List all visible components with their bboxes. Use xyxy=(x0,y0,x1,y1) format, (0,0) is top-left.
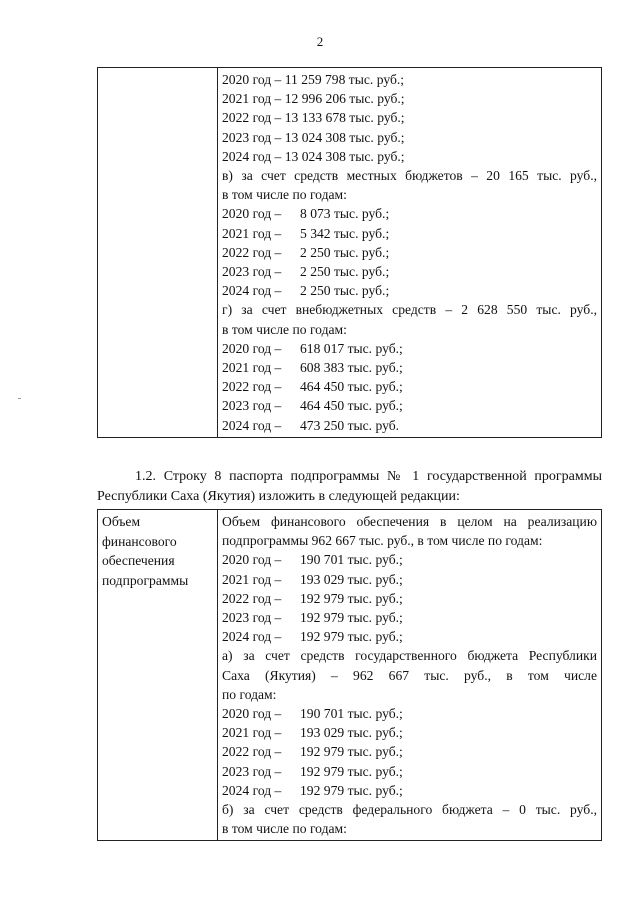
table-row xyxy=(98,68,602,438)
year-label: 2024 год – xyxy=(222,629,282,645)
year-label: 2023 год – xyxy=(222,398,282,414)
year-label: 2023 год – xyxy=(222,763,282,779)
amount-value: 192 979 тыс. руб.; xyxy=(300,629,403,645)
year-label: 2021 год – xyxy=(222,571,282,587)
paragraph-line-1: 1.2. Строку 8 паспорта подпрограммы № 1 государственной программы xyxy=(135,469,602,484)
budget-line: Саха (Якутия) – 962 667 тыс. руб., в том числе xyxy=(222,667,597,683)
year-label: 2021 год – xyxy=(222,725,282,741)
amount-value: 192 979 тыс. руб.; xyxy=(300,610,403,626)
budget-line: 2023 год – 13 024 308 тыс. руб.; xyxy=(222,129,405,145)
funding-label-line: Объем xyxy=(102,514,141,529)
budget-line xyxy=(222,742,597,761)
table-row xyxy=(98,510,602,841)
amount-value: 193 029 тыс. руб.; xyxy=(300,725,403,741)
amount-value: 192 979 тыс. руб.; xyxy=(300,590,403,606)
year-label: 2020 год – xyxy=(222,206,282,222)
table-right-cell xyxy=(218,68,602,438)
budget-line xyxy=(222,204,597,223)
amount-value: 192 979 тыс. руб.; xyxy=(300,763,403,779)
amount-value: 2 250 тыс. руб.; xyxy=(300,244,390,260)
amount-value: 190 701 тыс. руб.; xyxy=(300,552,403,568)
amount-value: 5 342 тыс. руб.; xyxy=(300,225,390,241)
funding-details-cell xyxy=(218,510,602,841)
funding-label-line: обеспечения xyxy=(102,553,175,568)
year-label: 2020 год – xyxy=(222,706,282,722)
amount-value: 464 450 тыс. руб.; xyxy=(300,398,403,414)
year-label: 2024 год – xyxy=(222,283,282,299)
year-label: 2021 год – xyxy=(222,360,282,376)
budget-line xyxy=(222,762,597,781)
budget-line xyxy=(222,781,597,800)
budget-line xyxy=(222,416,597,435)
budget-line: в) за счет средств местных бюджетов – 20 165 тыс. руб., xyxy=(222,168,597,184)
budget-lines xyxy=(222,512,597,838)
budget-line xyxy=(222,377,597,396)
budget-line: в том числе по годам: xyxy=(222,187,347,203)
funding-label-line: подпрограммы xyxy=(102,572,189,588)
amount-value: 473 250 тыс. руб. xyxy=(300,417,400,433)
year-label: 2022 год – xyxy=(222,244,282,260)
amount-value: 2 250 тыс. руб.; xyxy=(300,283,390,299)
budget-line: 2024 год – 13 024 308 тыс. руб.; xyxy=(222,148,405,164)
amount-value: 618 017 тыс. руб.; xyxy=(300,340,403,356)
amount-value: 608 383 тыс. руб.; xyxy=(300,360,403,376)
budget-table-continuation xyxy=(97,67,602,438)
year-label: 2023 год – xyxy=(222,610,282,626)
budget-line xyxy=(222,589,597,608)
budget-line xyxy=(222,224,597,243)
paragraph-line-2: Республики Саха (Якутия) изложить в следующей редакции: xyxy=(97,489,460,504)
budget-line: 2022 год – 13 133 678 тыс. руб.; xyxy=(222,110,405,126)
budget-line xyxy=(222,608,597,627)
budget-table-subprogram xyxy=(97,509,602,841)
budget-line: 2020 год – 11 259 798 тыс. руб.; xyxy=(222,72,405,87)
amount-value: 193 029 тыс. руб.; xyxy=(300,571,403,587)
budget-line: г) за счет внебюджетных средств – 2 628 550 тыс. руб., xyxy=(222,302,597,318)
year-label: 2021 год – xyxy=(222,225,282,241)
budget-line: а) за счет средств государственного бюджета Республики xyxy=(222,648,597,664)
amount-value: 464 450 тыс. руб.; xyxy=(300,379,403,395)
year-label: 2024 год – xyxy=(222,417,282,433)
amount-value: 8 073 тыс. руб.; xyxy=(300,206,390,222)
year-label: 2020 год – xyxy=(222,552,282,568)
amount-value: 192 979 тыс. руб.; xyxy=(300,744,403,760)
budget-line: в том числе по годам: xyxy=(222,321,347,337)
page-number: 2 xyxy=(316,34,324,49)
year-label: 2022 год – xyxy=(222,590,282,606)
year-label: 2020 год – xyxy=(222,340,282,356)
budget-line xyxy=(222,243,597,262)
amendment-paragraph xyxy=(97,467,602,507)
budget-line xyxy=(222,550,597,569)
budget-line xyxy=(222,723,597,742)
budget-line: 2021 год – 12 996 206 тыс. руб.; xyxy=(222,91,405,107)
budget-lines xyxy=(222,70,597,435)
table-left-cell xyxy=(98,68,218,438)
budget-line: в том числе по годам: xyxy=(222,821,347,837)
funding-label-line: финансового xyxy=(102,533,177,549)
funding-label-cell xyxy=(98,510,218,841)
budget-line xyxy=(222,262,597,281)
amount-value: 2 250 тыс. руб.; xyxy=(300,264,390,280)
budget-line xyxy=(222,627,597,646)
budget-line xyxy=(222,339,597,358)
budget-line: подпрограммы 962 667 тыс. руб., в том числе по годам: xyxy=(222,533,543,549)
funding-label xyxy=(102,512,213,590)
budget-line: Объем финансового обеспечения в целом на реализацию xyxy=(222,514,597,529)
year-label: 2022 год – xyxy=(222,379,282,395)
amount-value: 190 701 тыс. руб.; xyxy=(300,706,403,722)
margin-mark xyxy=(18,398,21,399)
year-label: 2024 год – xyxy=(222,782,282,798)
budget-line xyxy=(222,281,597,300)
year-label: 2022 год – xyxy=(222,744,282,760)
year-label: 2023 год – xyxy=(222,264,282,280)
amount-value: 192 979 тыс. руб.; xyxy=(300,782,403,798)
budget-line xyxy=(222,570,597,589)
budget-line xyxy=(222,358,597,377)
budget-line: по годам: xyxy=(222,686,277,702)
budget-line xyxy=(222,396,597,415)
budget-line: б) за счет средств федерального бюджета – 0 тыс. руб., xyxy=(222,802,597,818)
budget-line xyxy=(222,704,597,723)
